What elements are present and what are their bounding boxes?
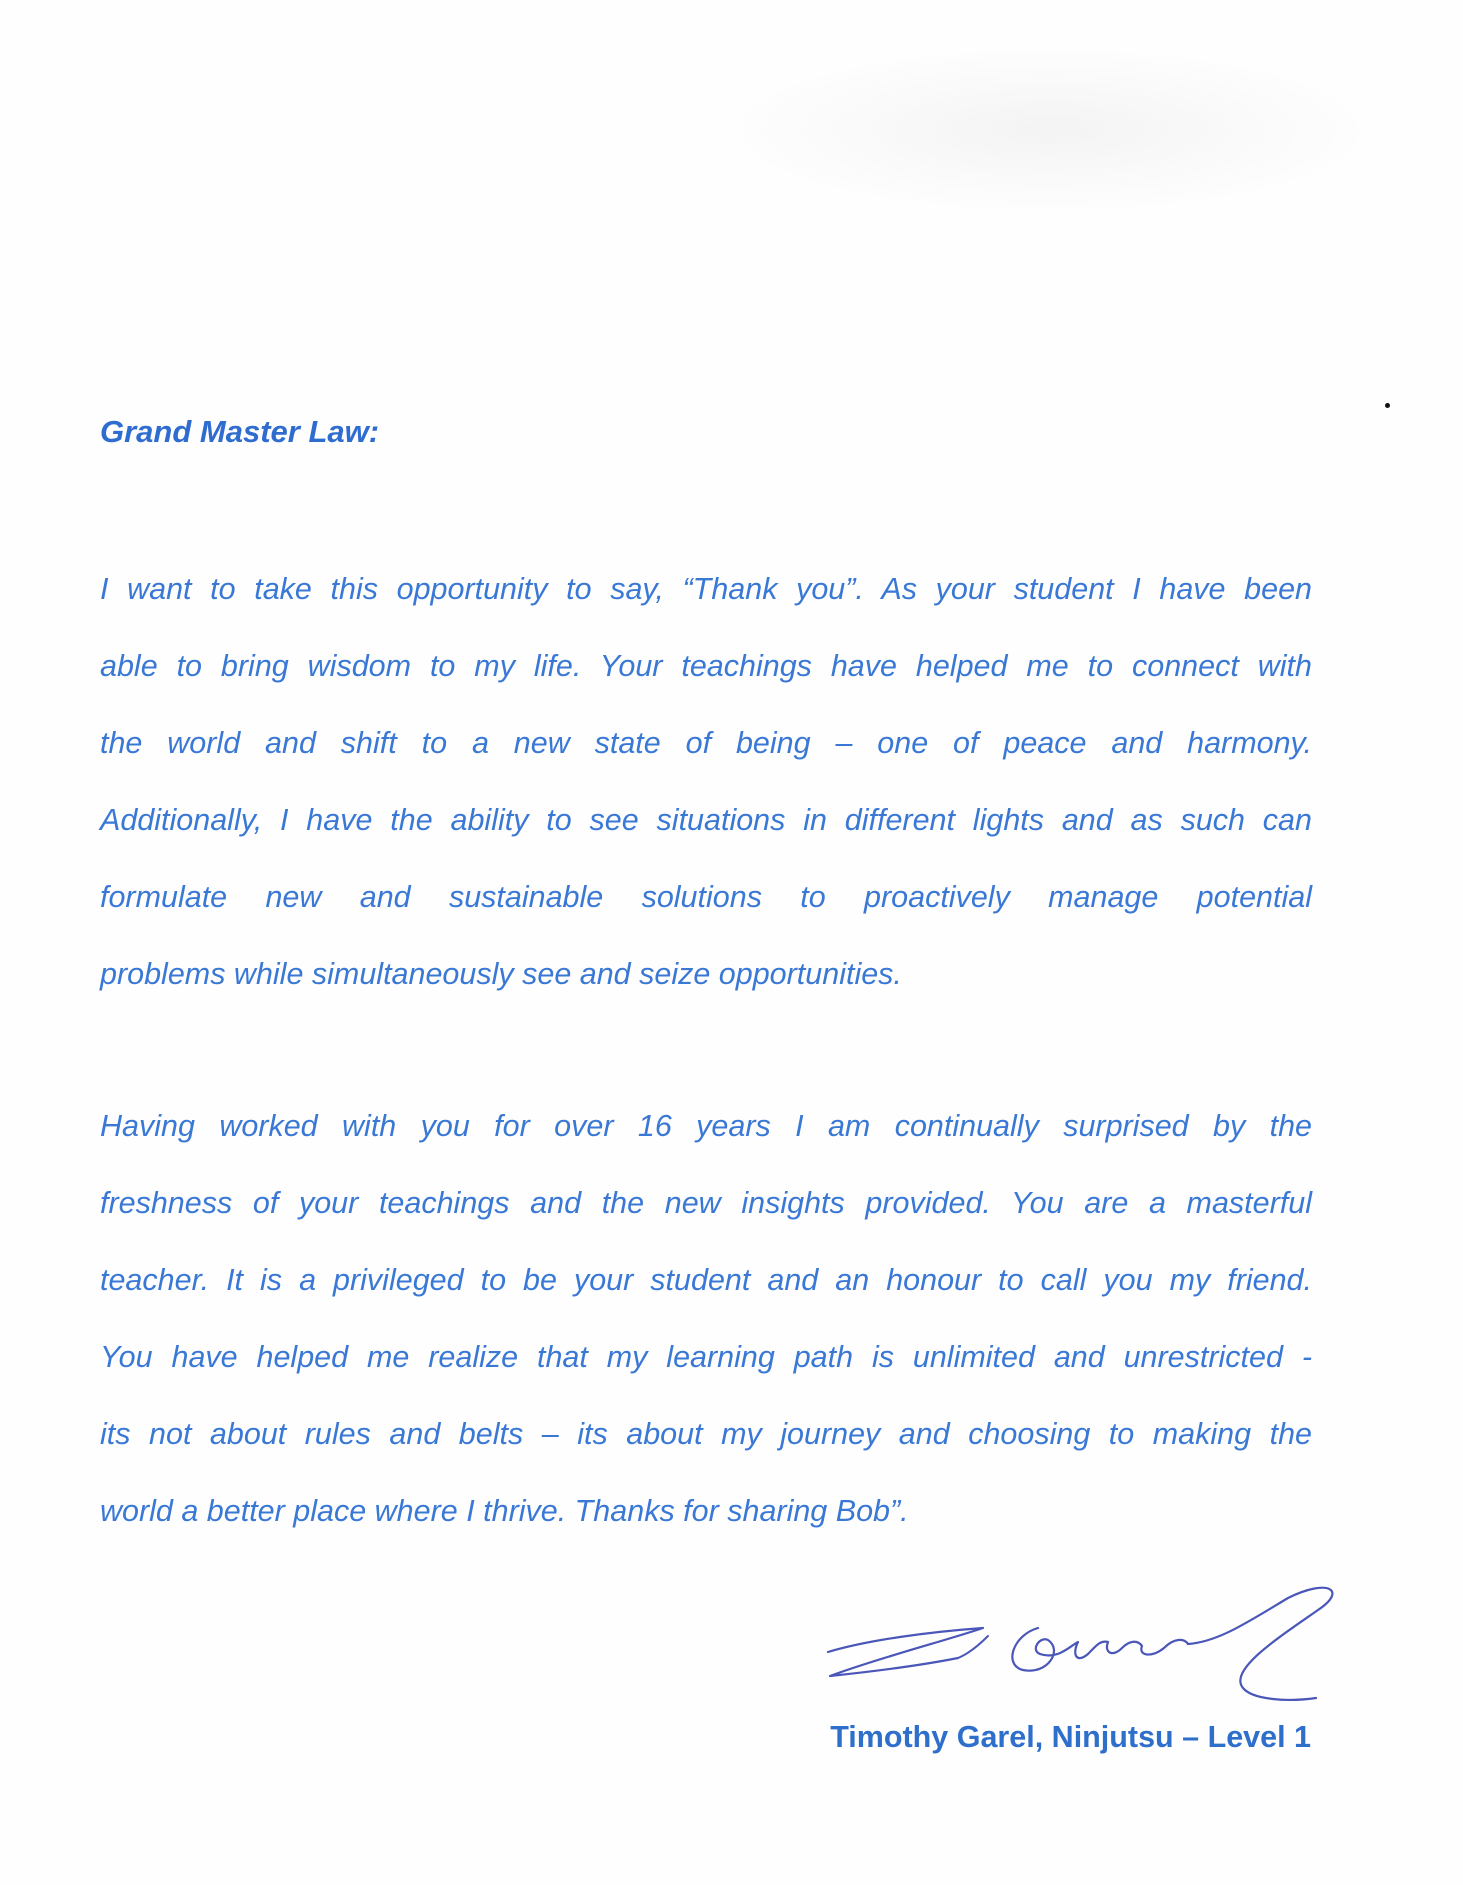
paragraph-line: its not about rules and belts – its about my journey and choosing to making the (100, 1417, 1312, 1451)
paragraph-line: able to bring wisdom to my life. Your teachings have helped me to connect with (100, 649, 1312, 683)
scan-speck (1385, 403, 1390, 408)
paragraph-line: the world and shift to a new state of being – one of peace and harmony. (100, 726, 1312, 760)
paragraph-line: problems while simultaneously see and seize opportunities. (100, 957, 902, 991)
paragraph-2 (100, 1088, 1312, 1550)
salutation: Grand Master Law: (100, 414, 380, 449)
paragraph-line: teacher. It is a privileged to be your student and an honour to call you my friend. (100, 1263, 1312, 1297)
paragraph-line: Having worked with you for over 16 years I am continually surprised by the (100, 1109, 1312, 1143)
handwritten-signature (808, 1580, 1358, 1710)
paragraph-line: world a better place where I thrive. Thanks for sharing Bob”. (100, 1494, 909, 1528)
signer-name: Timothy Garel, Ninjutsu – Level 1 (830, 1720, 1311, 1754)
paragraph-line: freshness of your teachings and the new insights provided. You are a masterful (100, 1186, 1312, 1220)
paragraph-line: Additionally, I have the ability to see situations in different lights and as such can (100, 803, 1312, 837)
paragraph-line: formulate new and sustainable solutions to proactively manage potential (100, 880, 1312, 914)
paragraph-line: You have helped me realize that my learning path is unlimited and unrestricted - (100, 1340, 1312, 1374)
paragraph-line: I want to take this opportunity to say, “Thank you”. As your student I have been (100, 572, 1312, 606)
scan-smudge (740, 50, 1360, 210)
paragraph-1 (100, 551, 1312, 1013)
